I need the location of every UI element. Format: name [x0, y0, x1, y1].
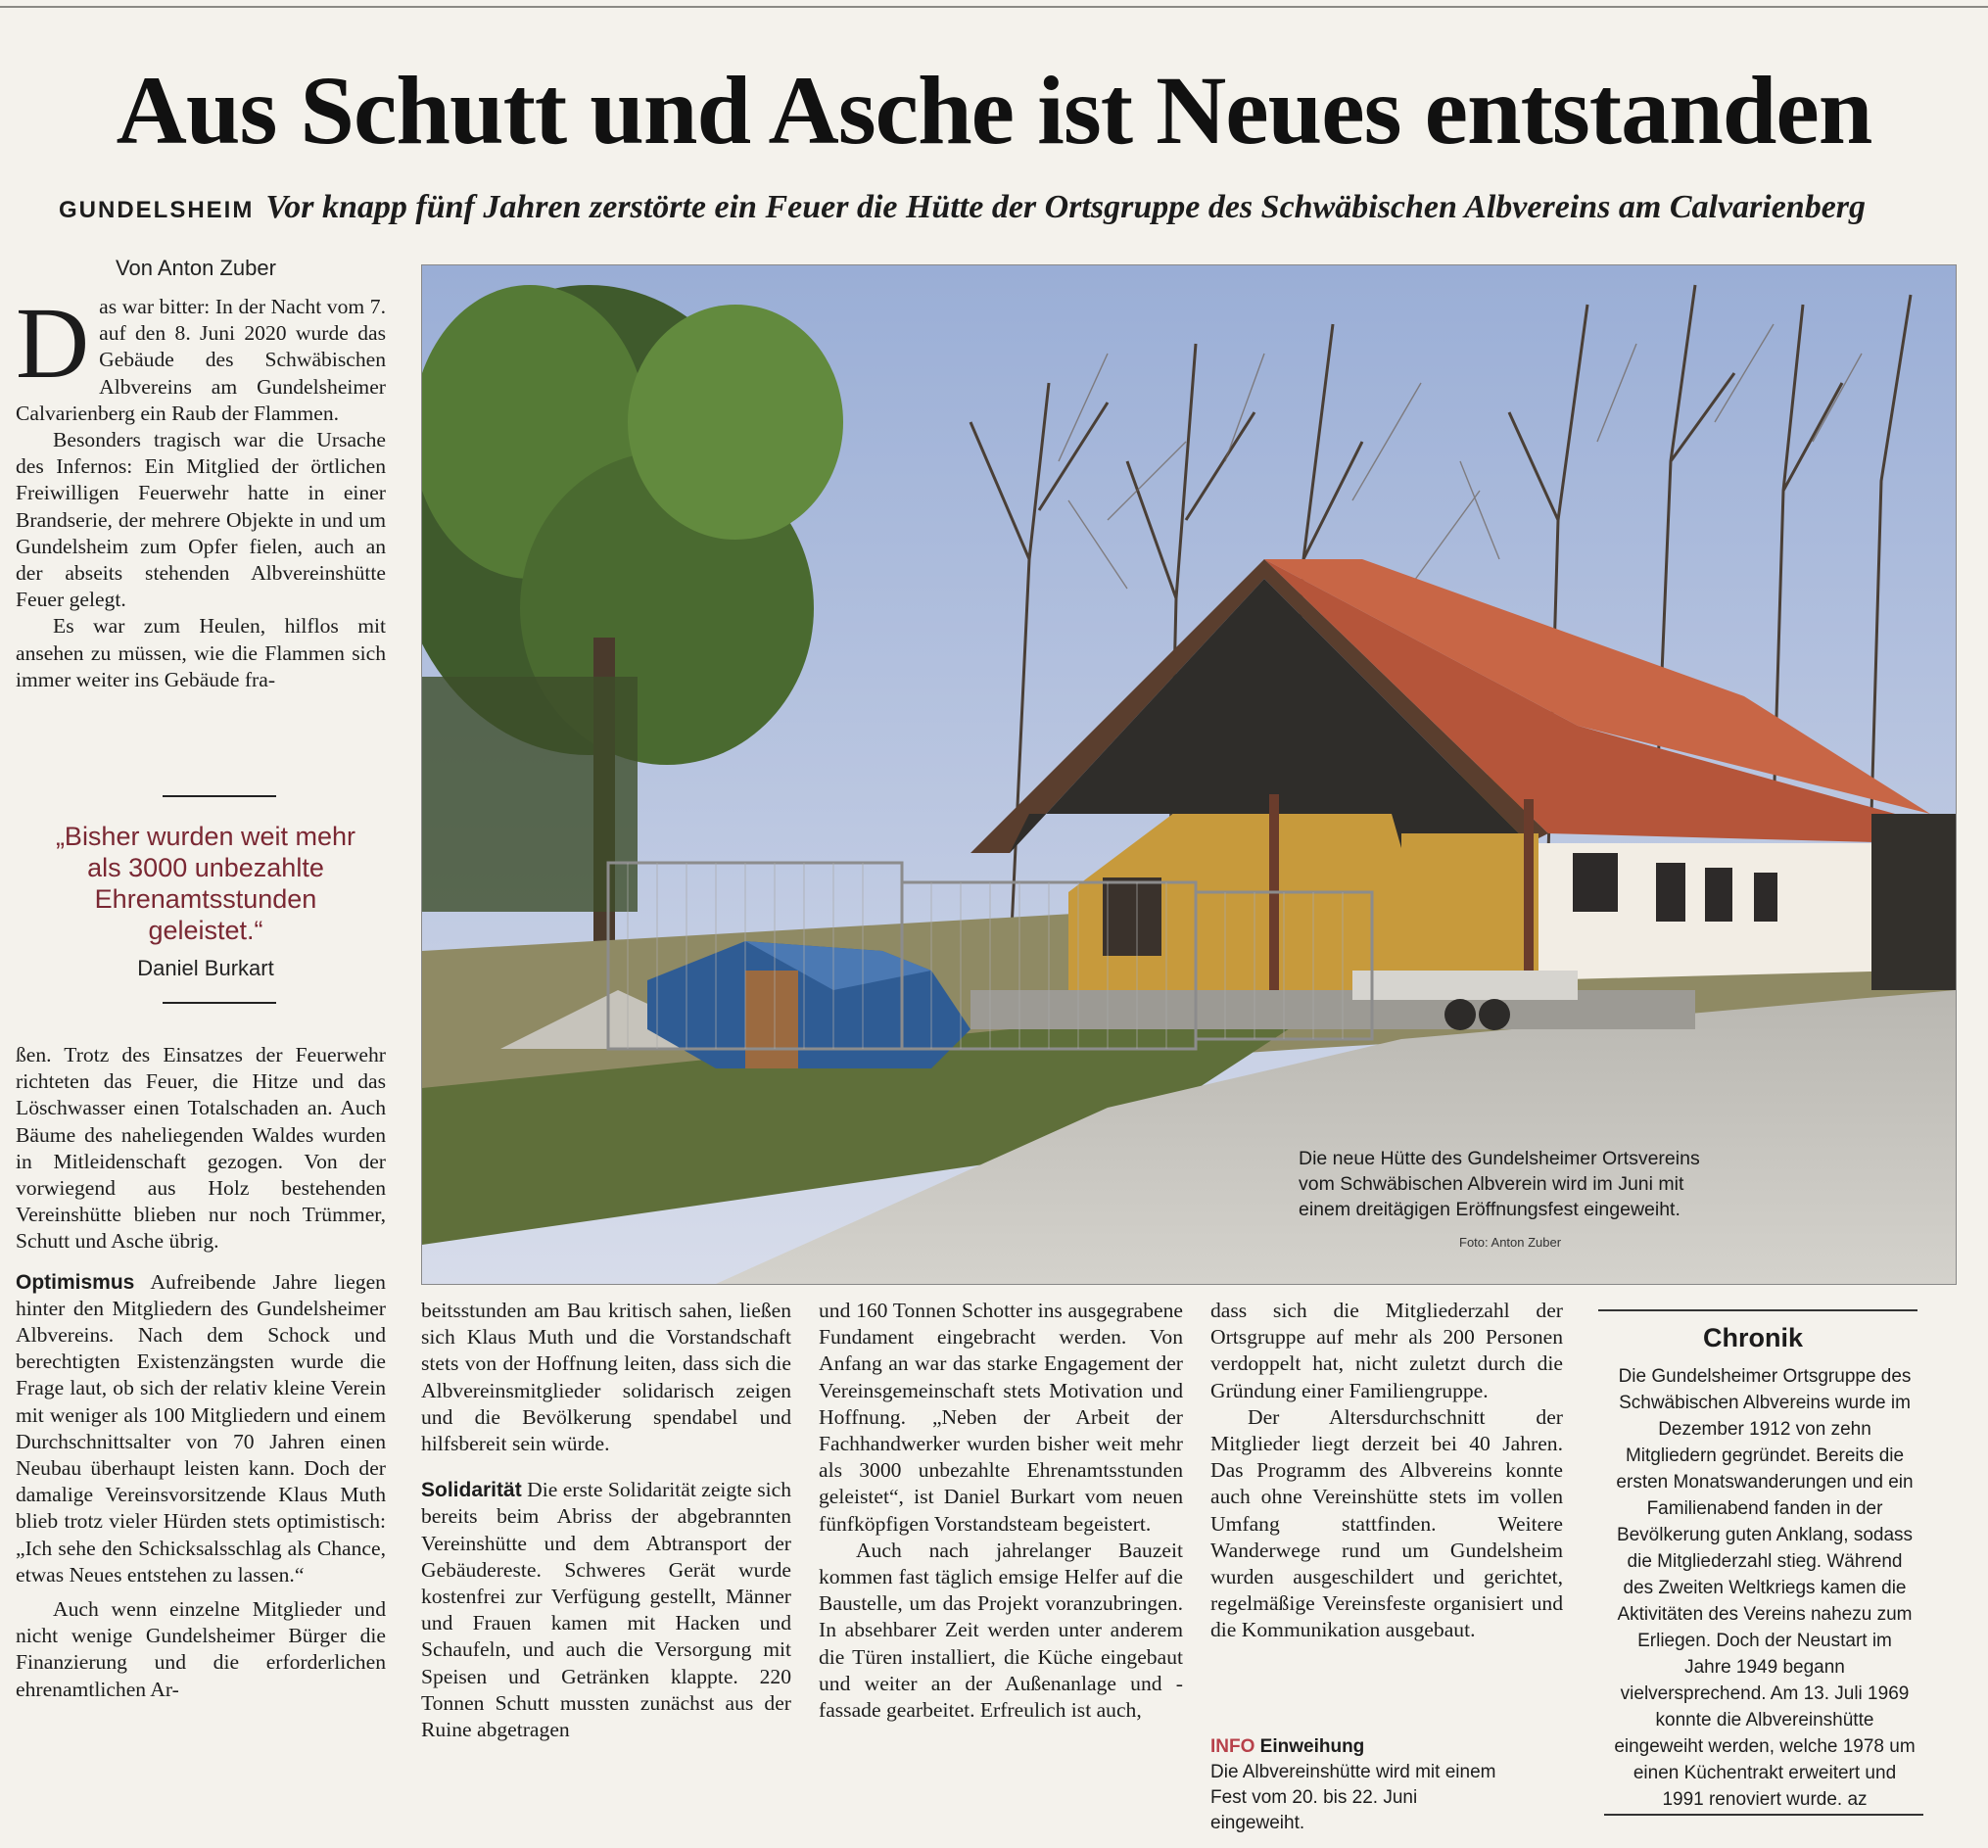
info-title: Einweihung: [1259, 1736, 1365, 1757]
col1-paragraph-2: Besonders tragisch war die Ursache des Infernos: Ein Mitglied der örtlichen Freiwilligen Feuerwehr hatte in einer Brandserie, der mehrere Objekte in und um Gundelsheim zum Opfer fielen, auch an der abseits stehenden Albvereinshütte Feuer gelegt.: [16, 428, 386, 612]
chronik-rule-top: [1598, 1309, 1917, 1311]
info-text: Die Albvereinshütte wird mit einem Fest vom 20. bis 22. Juni eingeweiht.: [1210, 1762, 1496, 1833]
col1-paragraph-last: Auch wenn einzelne Mitglieder und nicht wenige Gundelsheimer Bürger die Finanzierung und die erforderlichen ehrenamtlichen Ar-: [16, 1597, 386, 1701]
column-1-top: [16, 287, 386, 693]
column-2: [421, 1298, 791, 1743]
headline: Aus Schutt und Asche ist Neues entstanden: [116, 56, 1872, 165]
col2-paragraph-1: beitsstunden am Bau kritisch sahen, ließen sich Klaus Muth und die Vorstandschaft stets von der Hoffnung leiten, dass sich die Albvereinsmitglieder solidarisch zeigen und die Bevölkerung spendabel und hilfsbereit sein würde.: [421, 1299, 791, 1456]
chronik-rule-bottom: [1604, 1814, 1923, 1816]
photo-credit: Foto: Anton Zuber: [1459, 1235, 1562, 1250]
section-text-optimismus: Aufreibende Jahre liegen hinter den Mitgliedern des Gundelsheimer Albvereins. Nach dem Schock und berechtigten Existenzängsten wurde die Frage laut, ob sich der relativ kleine Verein mit weniger als 100 Mitgliedern und einem Durchschnittsalter von 70 Jahren einen Neubau überhaupt leisten kann. Doch der damalige Vereinsvorsitzende Klaus Muth blieb trotz vieler Hürden stets optimistisch: „Ich sehe den Schicksalsschlag als Chance, etwas Neues entstehen zu lassen.“: [16, 1269, 386, 1587]
section-head-optimismus: Optimismus: [16, 1270, 135, 1294]
quote-rule-bottom: [163, 1002, 276, 1004]
col1-section-optimismus: [16, 1269, 386, 1588]
col3-paragraph-2: Auch nach jahrelanger Bauzeit kommen fast täglich emsige Helfer auf die Baustelle, um das Projekt voranzubringen. In absehbarer Zeit werden unter anderem die Türen installiert, die Küche eingebaut und weiter an der Außenanlage und -fassade gearbeitet. Erfreulich ist auch,: [819, 1538, 1183, 1723]
page-top-rule: [0, 6, 1988, 8]
col4-paragraph-2: Der Altersdurchschnitt der Mitglieder liegt derzeit bei 40 Jahren. Das Programm des Albvereins konnte auch ohne Vereinshütte stets im vollen Umfang stattfinden. Weitere Wanderwege rund um Gundelsheim wurden ausgeschildert und gerichtet, regelmäßige Vereinsfeste organisiert und die Kommunikation ausgebaut.: [1210, 1404, 1563, 1642]
col2-section-solidaritaet: [421, 1477, 791, 1743]
column-3: [819, 1298, 1183, 1724]
pull-quote: „Bisher wurden weit mehr als 3000 unbezahlte Ehrenamtsstunden geleistet.“: [55, 822, 356, 945]
section-head-solidaritaet: Solidarität: [421, 1479, 522, 1502]
chronik-text: Die Gundelsheimer Ortsgruppe des Schwäbischen Albvereins wurde im Dezember 1912 von zehn Mitgliedern gegründet. Bereits die ersten Monatswanderungen und ein Familienabend fanden in der Bevölkerung guten Anklang, sodass die Mitgliederzahl stieg. Während des Zweiten Weltkriegs kamen die Aktivitäten des Vereins nahezu zum Erliegen. Doch der Neustart im Jahre 1949 begann vielversprechend. Am 13. Juli 1969 konnte die Albvereinshütte eingeweiht werden, welche 1978 um einen Küchentrakt erweitert und 1991 renoviert wurde. az: [1614, 1366, 1916, 1810]
col1-paragraph-3-continued: ßen. Trotz des Einsatzes der Feuerwehr richteten das Feuer, die Hitze und das Löschwasser einen Totalschaden an. Auch Bäume des naheliegenden Waldes wurden in Mitleidenschaft gezogen. Von der vorwiegend aus Holz bestehenden Vereinshütte blieben nur noch Trümmer, Schutt und Asche übrig.: [16, 1043, 386, 1254]
col4-paragraph-1: dass sich die Mitgliederzahl der Ortsgruppe auf mehr als 200 Personen verdoppelt hat, nicht zuletzt durch die Gründung einer Familiengruppe.: [1210, 1299, 1563, 1402]
pull-quote-author: Daniel Burkart: [137, 956, 274, 980]
quote-rule-top: [163, 795, 276, 797]
column-4: [1210, 1298, 1563, 1644]
subheadline-row: [59, 186, 1929, 229]
section-text-solidaritaet: Die erste Solidarität zeigte sich bereits beim Abriss der abgebrannten Vereinshütte und dem Abtransport der Gebäudereste. Schweres Gerät wurde kostenfrei zur Verfügung gestellt, Männer und Frauen kamen mit Hacken und Schaufeln, und auch die Versorgung mit Speisen und Getränken klappte. 220 Tonnen Schutt mussten zunächst aus der Ruine abgetragen: [421, 1478, 791, 1742]
column-1-bottom: [16, 1042, 386, 1703]
col1-paragraph-3: Es war zum Heulen, hilflos mit ansehen zu müssen, wie die Flammen sich immer weiter ins Gebäude fra-: [16, 614, 386, 691]
info-tag: INFO: [1210, 1736, 1255, 1757]
col1-paragraph-1: as war bitter: In der Nacht vom 7. auf den 8. Juni 2020 wurde das Gebäude des Schwäbischen Albvereins am Gundelsheimer Calvarienberg ein Raub der Flammen.: [16, 295, 386, 425]
info-box: [1210, 1734, 1504, 1836]
location-label: GUNDELSHEIM: [59, 197, 255, 223]
article-photo: [421, 264, 1957, 1285]
byline: Von Anton Zuber: [116, 256, 276, 280]
chronik-title: Chronik: [1702, 1323, 1803, 1352]
photo-caption: Die neue Hütte des Gundelsheimer Ortsvereins vom Schwäbischen Albverein wird im Juni mit einem dreitägigen Eröffnungsfest eingeweiht.: [1299, 1148, 1700, 1220]
subheadline: Vor knapp fünf Jahren zerstörte ein Feuer die Hütte der Ortsgruppe des Schwäbischen Albvereins am Calvarienberg: [265, 189, 1867, 225]
col3-paragraph-1: und 160 Tonnen Schotter ins ausgegrabene Fundament eingebracht werden. Von Anfang an war das starke Engagement der Vereinsgemeinschaft stets Motivation und Hoffnung. „Neben der Arbeit der Fachhandwerker wurden bisher weit mehr als 3000 unbezahlte Ehrenamtsstunden geleistet“, ist Daniel Burkart vom neuen fünfköpfigen Vorstandsteam begeistert.: [819, 1299, 1183, 1536]
dropcap: D: [16, 287, 90, 400]
